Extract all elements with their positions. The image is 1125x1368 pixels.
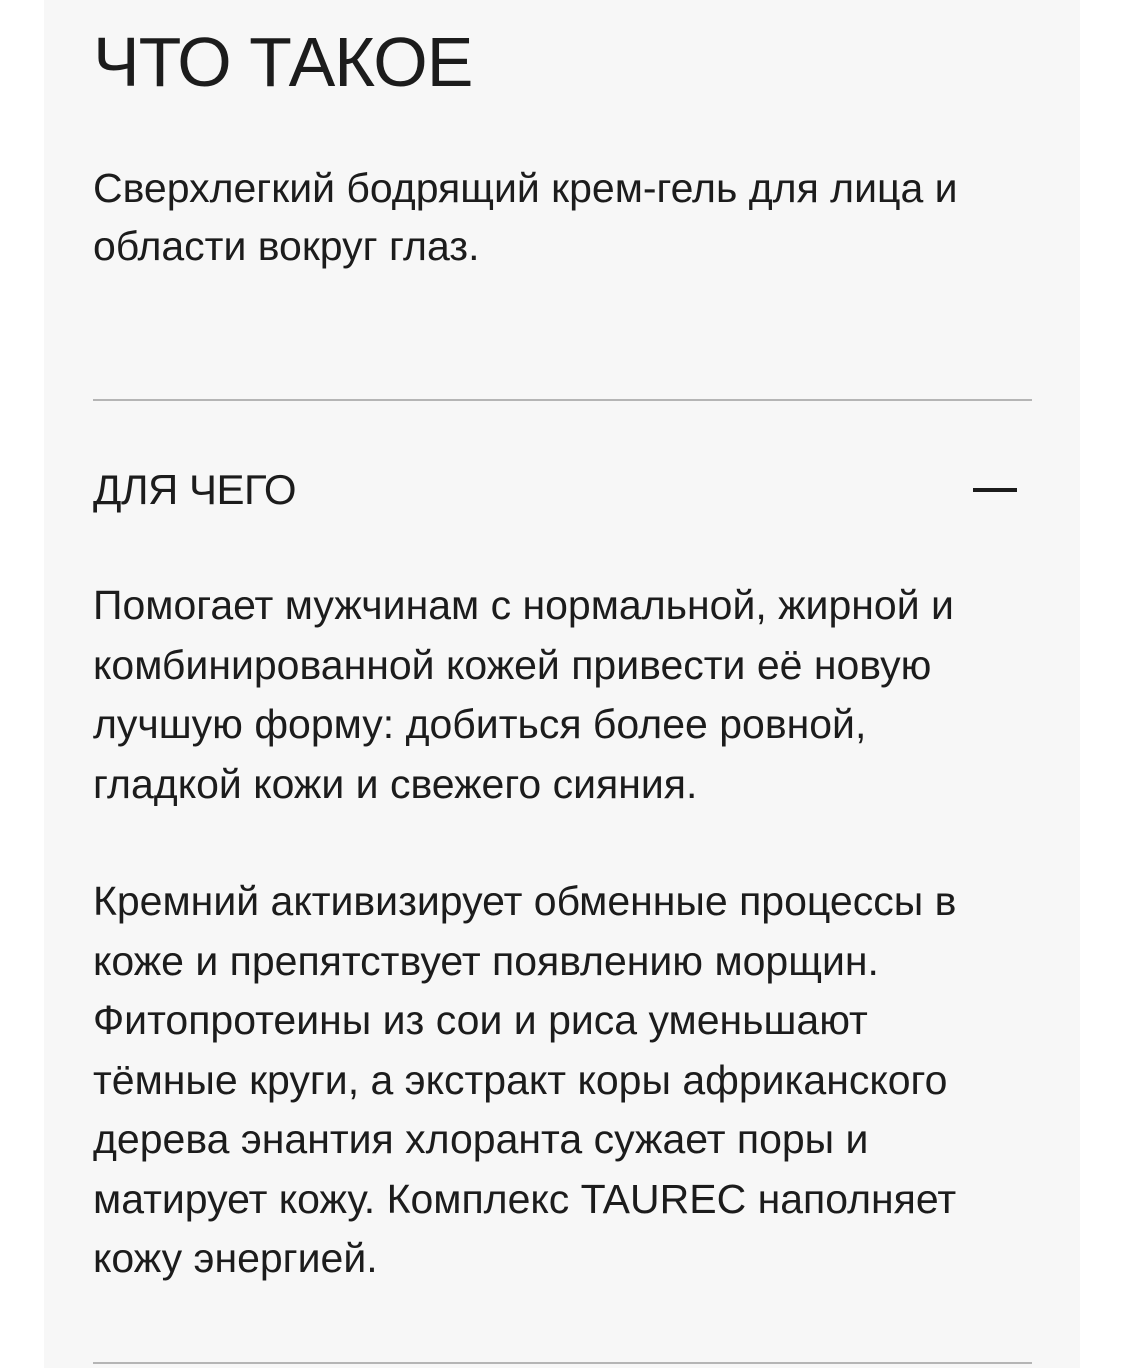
product-description: Сверхлегкий бодрящий крем-гель для лица и области вокруг глаз.: [93, 165, 958, 269]
accordion-header-for-what[interactable]: [93, 455, 1032, 525]
divider: [93, 1362, 1032, 1364]
section-title-what: ЧТО ТАКОЕ: [93, 23, 473, 101]
product-info-card: [44, 0, 1080, 1368]
accordion-body: [93, 576, 1032, 1289]
divider: [93, 399, 1032, 401]
accordion-paragraph: Помогает мужчинам с нормальной, жирной и комбинированной кожей привести её новую лучшую форму: добиться более ровной, гладкой кожи и свежего сияния.: [93, 582, 954, 807]
accordion-title: ДЛЯ ЧЕГО: [93, 466, 297, 513]
minus-icon[interactable]: [973, 455, 1017, 525]
accordion-paragraph: Кремний активизирует обменные процессы в коже и препятствует появлению морщин. Фитопротеины из сои и риса уменьшают тёмные круги, а экстракт коры африканского дерева энантия хлоранта сужает поры и матирует кожу. Комплекс TAUREC наполняет кожу энергией.: [93, 878, 957, 1281]
